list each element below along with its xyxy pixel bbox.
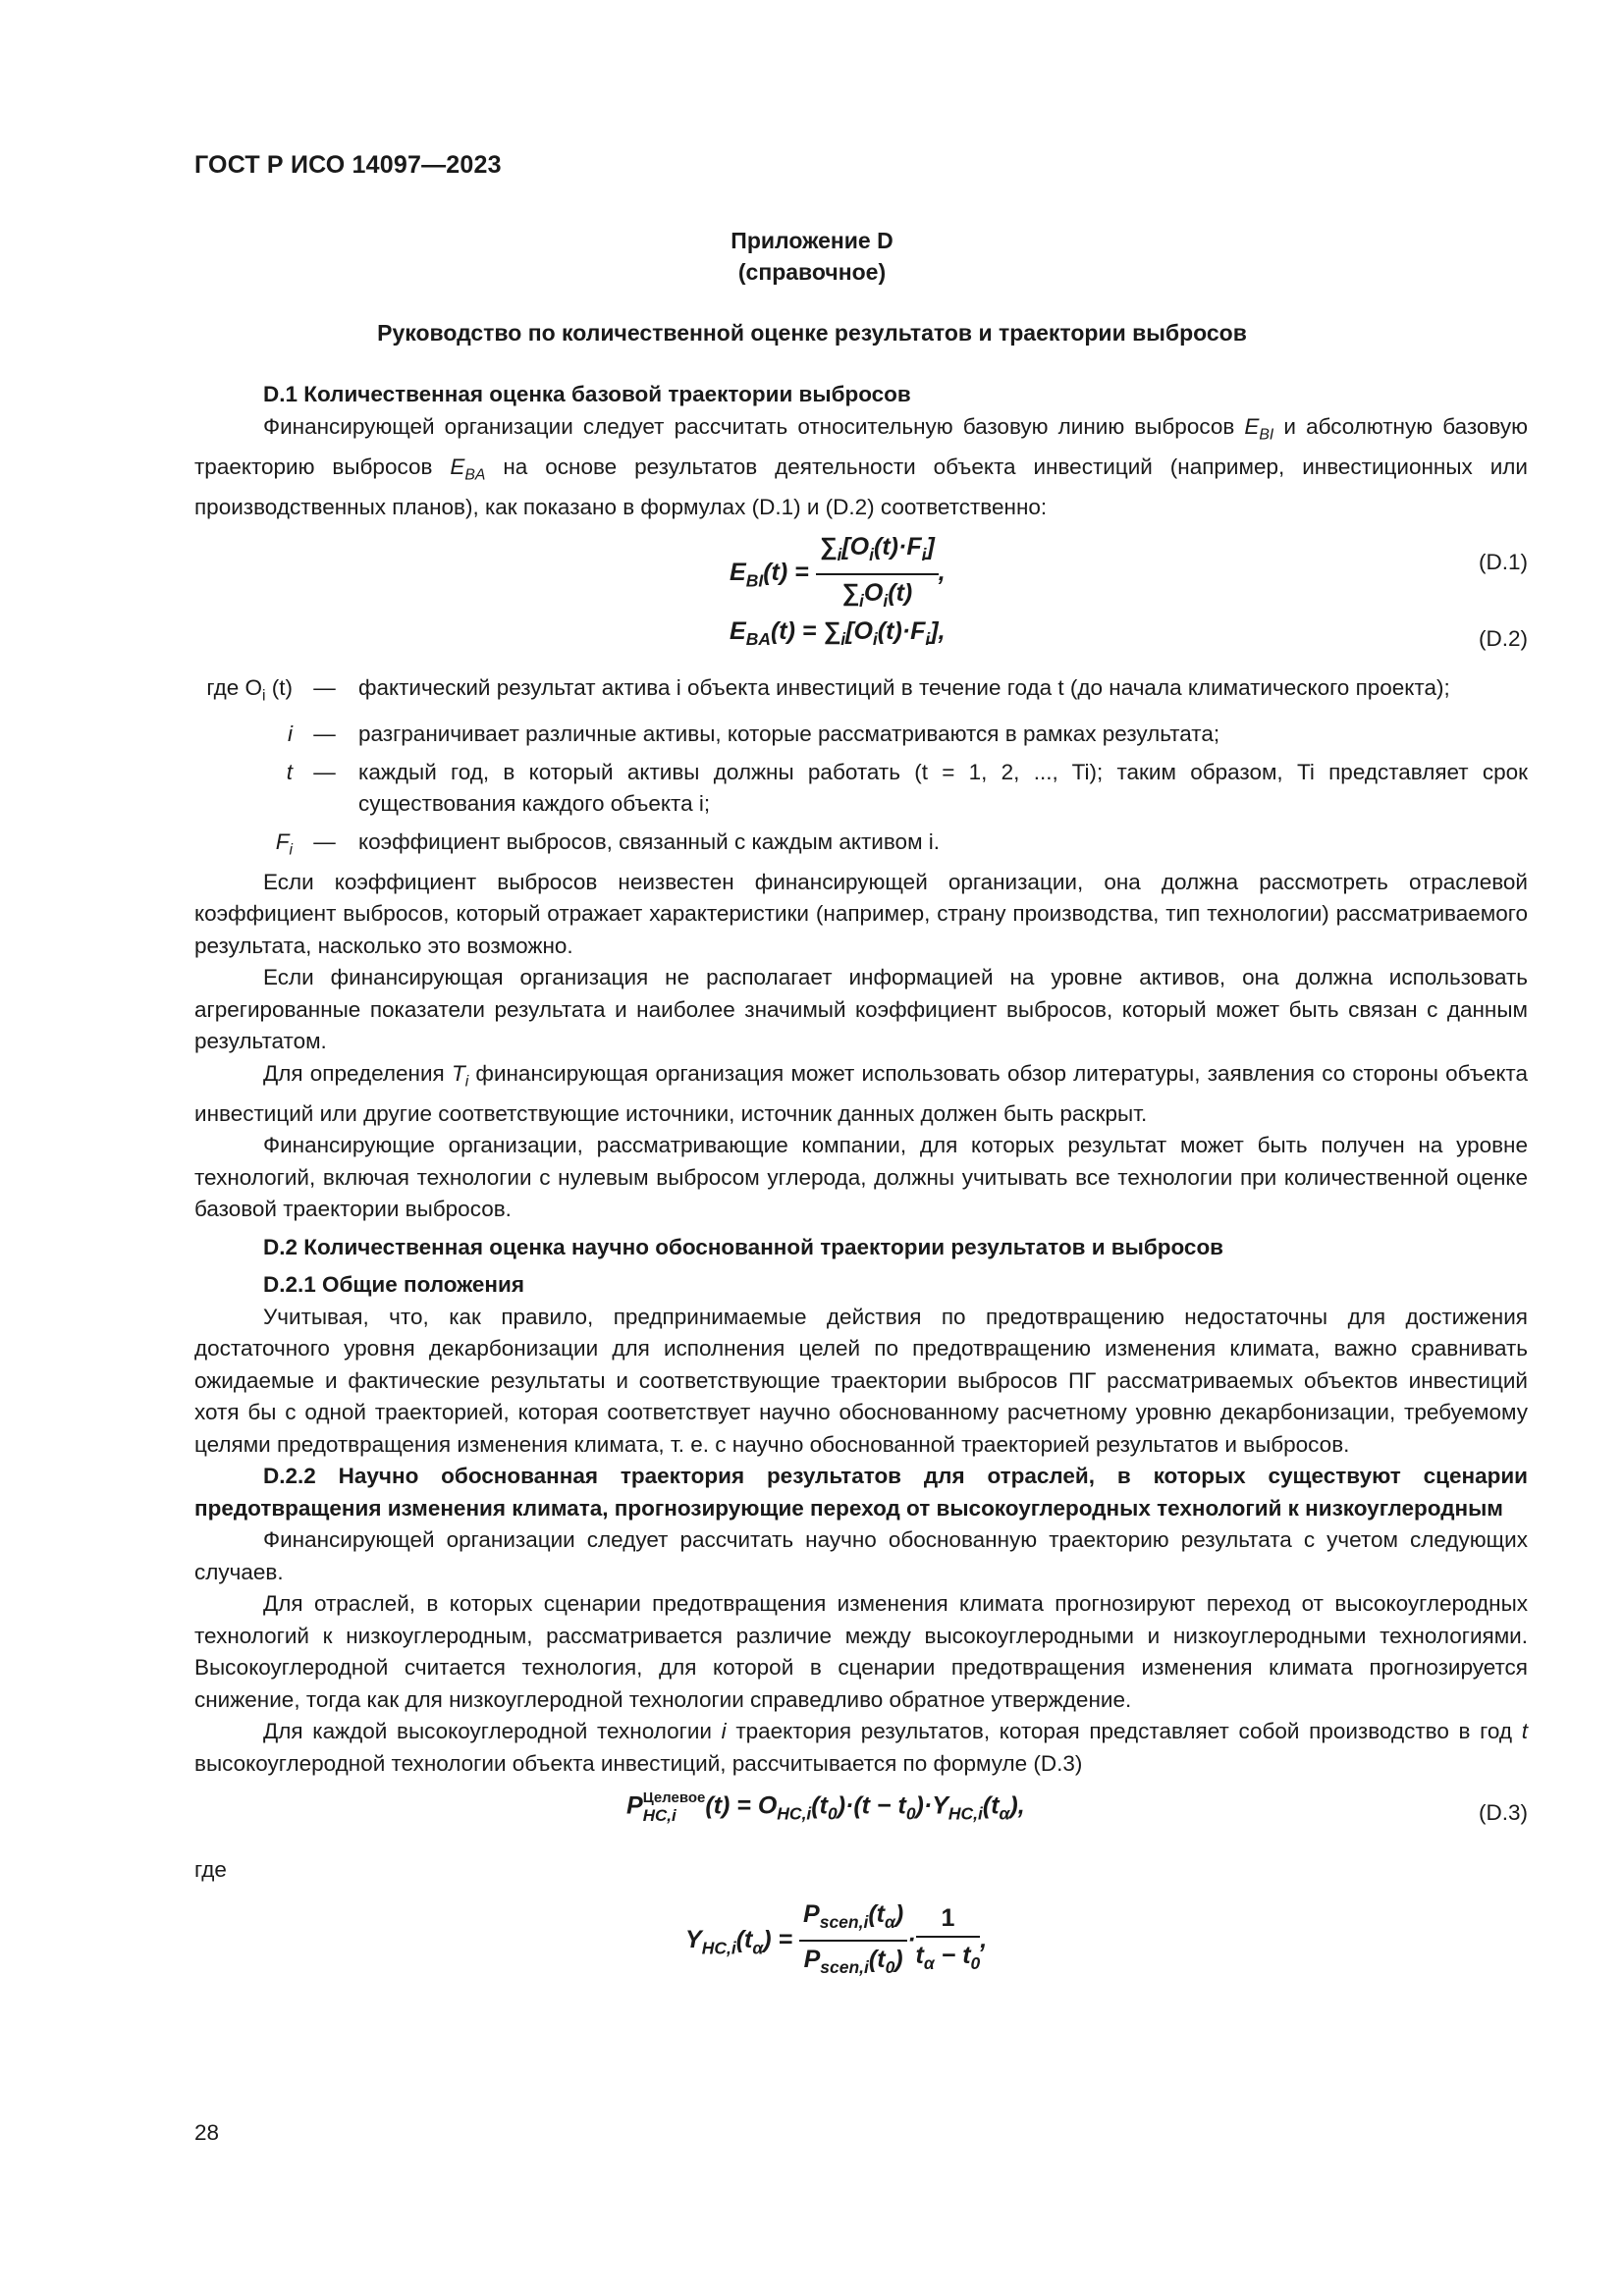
annex-title: Приложение D [731, 228, 893, 253]
formula-d1-row [194, 523, 1528, 610]
d1-paragraph: Если коэффициент выбросов неизвестен финансирующей организации, она должна рассмотреть отраслевой коэффициент выбросов, который отражает характеристики (например, страну производства, тип технологии) рассматриваемого результата, насколько это возможно. [194, 869, 1528, 958]
page-number: 28 [194, 2120, 220, 2145]
formula-d3-row [194, 1780, 1528, 1844]
formula-d3-number: (D.3) [1479, 1800, 1528, 1825]
definition-item: где $O_i$ (t) — фактический результат актива i объекта инвестиций в течение года t (до начала климатического проекта); [206, 675, 1450, 705]
definitions-list [194, 672, 1528, 867]
section-d1-heading: D.1 Количественная оценка базовой траектории выбросов [263, 382, 911, 406]
definition-item: t — каждый год, в который активы должны работать (t = 1, 2, ..., Ti); таким образом, Ti представляет срок существования каждого объекта i; [286, 759, 1528, 816]
d1-paragraph: Для определения $T_i$ финансирующая организация может использовать обзор литературы, заявления со стороны объекта инвестиций или другие соответствующие источники, источник данных должен быть раскрыт. [194, 1060, 1528, 1126]
formula-d3: P Целевое HC,i $(t) = O_{HC,i}(t_0)\cdot(t - t_0)\cdot Y_{HC,i}(t_\alpha)$, [626, 1789, 1025, 1825]
d22-paragraph: Для каждой высокоуглеродной технологии i траектория результатов, которая представляет собой производство в год t высокоуглеродной технологии объекта инвестиций, рассчитывается по формуле (D.3) [194, 1719, 1528, 1776]
where-label: где [194, 1857, 227, 1882]
formula-y-row [194, 1887, 1528, 1981]
d1-intro-paragraph: Финансирующей организации следует рассчитать относительную базовую линию выбросов $E_{BI}$ и абсолютную базовую траекторию выбросов $E_{BA}$ на основе результатов деятельности объекта инвестиций (например, инвестиционных или производственных планов), как показано в формулах (D.1) и (D.2) соответственно: [194, 413, 1529, 519]
formula-y: $Y_{HC,i}(t_\alpha)$ = $\frac{P_{scen,i}(t_\alpha)}{P_{scen,i}(t_0)}$ · $\frac{1}{t_\alpha - t_0}$ , [685, 1898, 987, 1984]
document-code: ГОСТ Р ИСО 14097—2023 [194, 151, 502, 179]
definition-item: i — разграничивает различные активы, которые рассматриваются в рамках результата; [288, 721, 1220, 746]
definition-item: $F_i$ — коэффициент выбросов, связанный с каждым активом i. [275, 828, 941, 858]
formula-d1-number: (D.1) [1479, 550, 1528, 574]
section-d21-heading: D.2.1 Общие положения [263, 1272, 524, 1297]
d1-paragraph: Если финансирующая организация не располагает информацией на уровне активов, она должна использовать агрегированные показатели результата и наиболее значимый коэффициент выбросов, который может быть связан с данным результатом. [194, 965, 1528, 1053]
section-d2-heading: D.2 Количественная оценка научно обоснованной траектории результатов и выбросов [263, 1234, 1224, 1259]
d21-paragraph: Учитывая, что, как правило, предпринимаемые действия по предотвращению недостаточны для достижения достаточного уровня декарбонизации для исполнения целей по предотвращению изменения климата, важно сравнивать ожидаемые и фактические результаты и соответствующие траектории выбросов ПГ рассматриваемых объектов инвестиций хотя бы с одной траекторией, которая соответствует научно обоснованному расчетному уровню декарбонизации, требуемому целями предотвращения изменения климата, т. е. с научно обоснованной траекторией результатов и выбросов. [194, 1304, 1528, 1457]
formula-d1-fraction: $\frac{\sum_i[O_i(t)\cdot F_i]}{\sum_iO_i(t)}$ [816, 531, 939, 616]
annex-subtitle: (справочное) [737, 259, 887, 285]
main-title: Руководство по количественной оценке результатов и траектории выбросов [377, 320, 1247, 346]
d22-paragraph: Финансирующей организации следует рассчитать научно обоснованную траекторию результата с учетом следующих случаев. [194, 1527, 1528, 1584]
formula-d2-number: (D.2) [1479, 626, 1528, 651]
formula-d1: $E_{BI}(t)$ = $\frac{\sum_i[O_i(t)\cdot F_i]}{\sum_iO_i(t)}$ , [730, 531, 946, 616]
formula-y-fraction-2: $\frac{1}{t_\alpha - t_0}$ [915, 1903, 981, 1974]
content [194, 379, 1528, 1981]
section-d22-heading: D.2.2 Научно обоснованная траектория результатов для отраслей, в которых существуют сценарии предотвращения изменения климата, прогнозирующие переход от высокоуглеродных технологий к низкоуглеродным [194, 1464, 1528, 1521]
d22-paragraph: Для отраслей, в которых сценарии предотвращения изменения климата прогнозируют переход от высокоуглеродных технологий к низкоуглеродным, рассматривается различие между высокоуглеродными и низкоуглеродными технологиями. Высокоуглеродной считается технология, для которой в сценарии предотвращения изменения климата прогнозируется снижение, тогда как для низкоуглеродной технологии справедливо обратное утверждение. [194, 1591, 1528, 1712]
formula-d2: $E_{BA}(t) = \sum_i[O_i(t)\cdot F_i]$, [730, 617, 946, 650]
formula-d2-row [194, 610, 1528, 672]
d1-paragraph: Финансирующие организации, рассматривающие компании, для которых результат может быть получен на уровне технологий, включая технологии с нулевым выбросом углерода, должны учитывать все технологии при количественной оценке базовой траектории выбросов. [194, 1133, 1528, 1221]
formula-y-fraction-1: $\frac{P_{scen,i}(t_\alpha)}{P_{scen,i}(t_0)}$ [799, 1898, 907, 1984]
